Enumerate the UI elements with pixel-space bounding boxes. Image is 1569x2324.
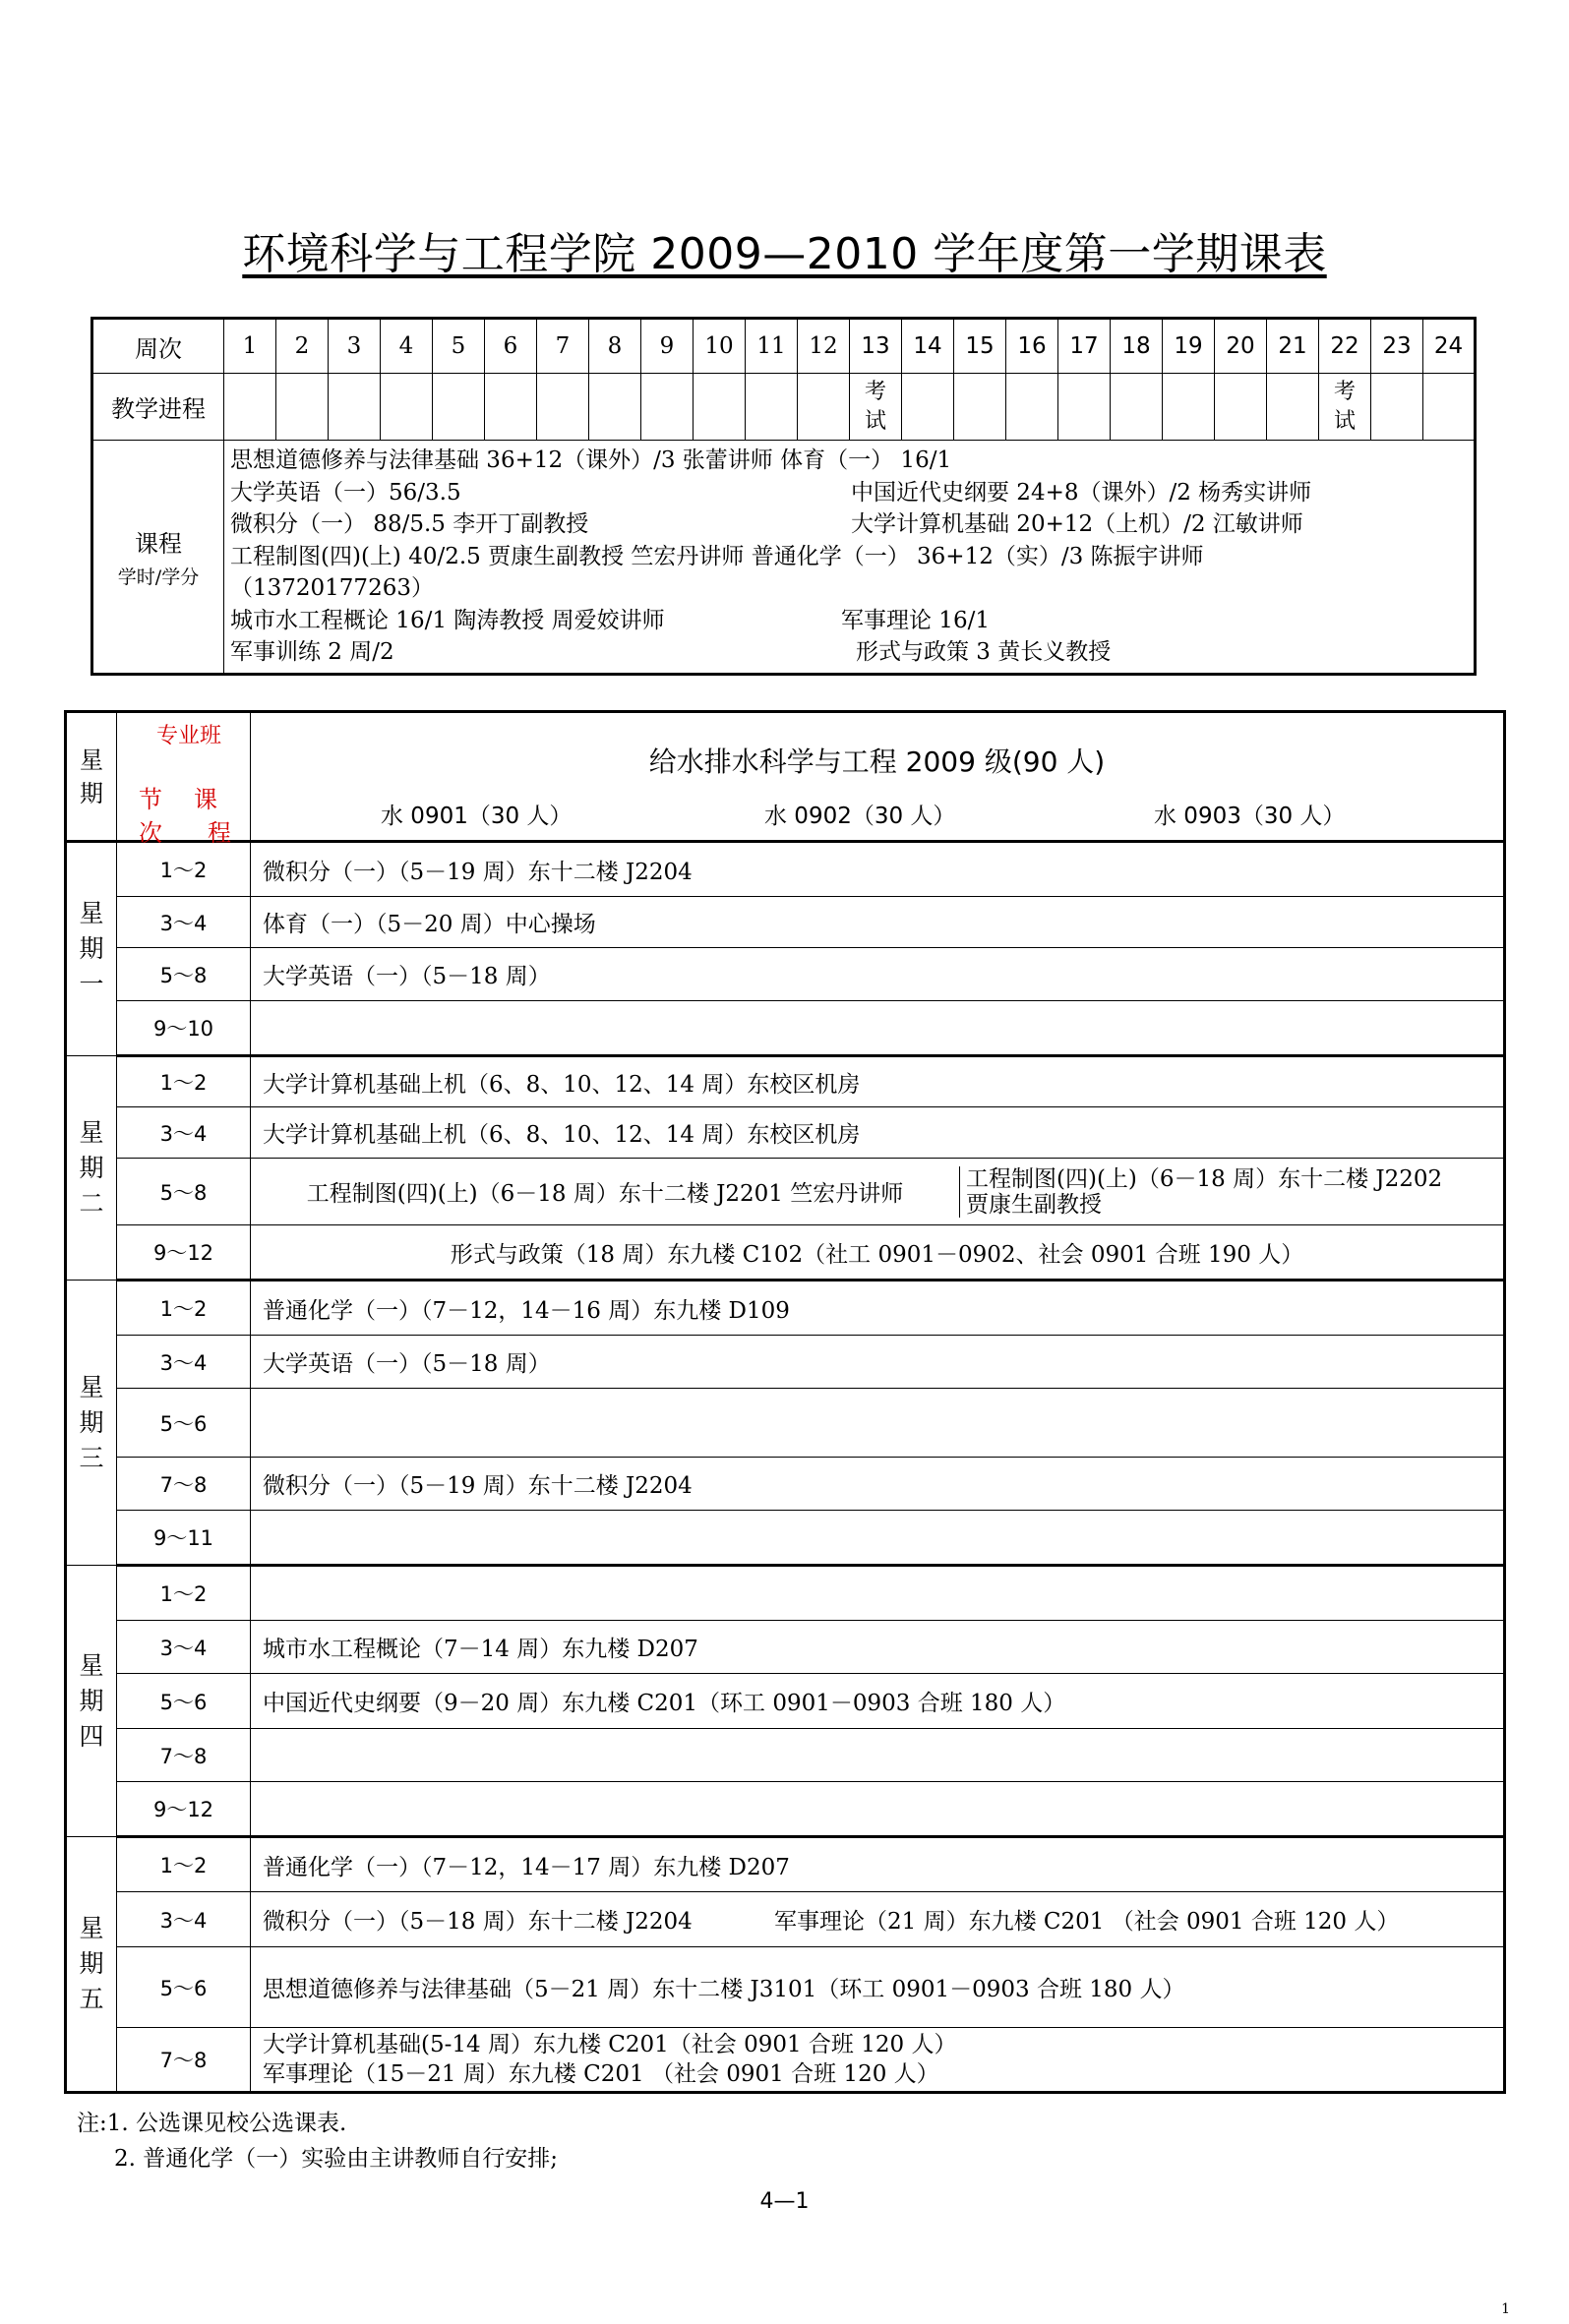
schedule-row	[66, 1674, 1505, 1729]
week-cell: 9	[641, 319, 694, 374]
course-cell	[251, 1892, 1505, 1947]
progress-cell	[1423, 374, 1476, 441]
day-label	[66, 1281, 117, 1566]
week-cell: 4	[381, 319, 433, 374]
courses-row	[92, 441, 1476, 675]
course-cell	[251, 1782, 1505, 1837]
course-text: 思想道德修养与法律基础 36+12（课外）/3 张蕾讲师 体育（一） 16/1	[230, 447, 952, 473]
period-cell: 9～10	[117, 1001, 251, 1056]
period-cell: 1～2	[117, 1281, 251, 1336]
week-cell: 13	[850, 319, 902, 374]
schedule-row	[66, 1782, 1505, 1837]
schedule-table	[64, 710, 1506, 2094]
course-text: 工程制图(四)(上)（6－18 周）东十二楼 J2202	[966, 1165, 1443, 1192]
corner-jie: 节	[139, 786, 162, 813]
course-cell	[251, 1458, 1505, 1511]
day-label	[66, 1056, 117, 1281]
week-cell: 1	[224, 319, 276, 374]
corner-ke: 课	[194, 786, 217, 813]
period-cell: 5～6	[117, 1674, 251, 1729]
course-text: 大学计算机基础上机（6、8、10、12、14 周）东校区机房	[263, 1071, 861, 1098]
progress-cell	[1215, 374, 1267, 441]
week-cell: 3	[329, 319, 381, 374]
course-cell	[251, 948, 1505, 1001]
course-cell	[251, 1566, 1505, 1621]
day-name: 星期二	[79, 1117, 104, 1218]
corner-cheng: 程	[208, 819, 231, 847]
course-text: 军事理论（21 周）东九楼 C201 （社会 0901 合班 120 人）	[774, 1909, 1400, 1935]
course-text: 城市水工程概论 16/1 陶涛教授 周爱姣讲师	[230, 607, 665, 633]
course-cell	[251, 1674, 1505, 1729]
schedule-row	[66, 1225, 1505, 1281]
progress-cell	[1371, 374, 1423, 441]
period-cell: 7～8	[117, 1458, 251, 1511]
schedule-row	[66, 1947, 1505, 2028]
progress-cell	[1267, 374, 1319, 441]
class-0901: 水 0901（30 人）	[381, 804, 573, 829]
course-text: 体育（一）（5－20 周）中心操场	[263, 912, 596, 937]
course-text: 普通化学（一）（7－12，14－17 周）东九楼 D207	[263, 1854, 790, 1880]
progress-cell	[902, 374, 954, 441]
course-text: 微积分（一）（5－18 周）东十二楼 J2204	[263, 1909, 693, 1935]
day-name: 星期一	[79, 899, 104, 998]
course-text: 普通化学（一）（7－12，14－16 周）东九楼 D109	[263, 1297, 790, 1324]
course-text: 大学计算机基础(5-14 周）东九楼 C201（社会 0901 合班 120 人）	[263, 2032, 957, 2057]
week-cell: 8	[589, 319, 641, 374]
progress-cell	[1163, 374, 1215, 441]
course-text: 中国近代史纲要 24+8（课外）/2 杨秀实讲师	[851, 479, 1312, 506]
major-header	[251, 712, 1505, 842]
period-cell: 1～2	[117, 842, 251, 897]
course-cell	[251, 842, 1505, 897]
period-cell: 5～8	[117, 1159, 251, 1225]
week-cell: 22	[1319, 319, 1371, 374]
course-cell	[251, 1511, 1505, 1566]
period-cell: 7～8	[117, 2028, 251, 2093]
class-0902: 水 0902（30 人）	[764, 804, 956, 829]
week-cell: 7	[537, 319, 589, 374]
course-cell	[251, 1837, 1505, 1892]
course-text: 微积分（一）（5－19 周）东十二楼 J2204	[263, 859, 693, 885]
week-cell: 19	[1163, 319, 1215, 374]
course-text: 大学英语（一）56/3.5	[230, 479, 461, 506]
period-cell: 5～8	[117, 948, 251, 1001]
course-text: 思想道德修养与法律基础（5－21 周）东十二楼 J3101（环工 0901－0903 合班 180 人）	[263, 1977, 1185, 2002]
exam-cell	[850, 374, 902, 441]
course-line	[230, 445, 1468, 477]
week-cell: 2	[276, 319, 329, 374]
progress-row	[92, 374, 1476, 441]
course-text: 大学计算机基础 20+12（上机）/2 江敏讲师	[851, 511, 1303, 537]
course-cell	[251, 1281, 1505, 1336]
week-cell: 6	[485, 319, 537, 374]
course-cell	[251, 1107, 1505, 1159]
note-1: 注:1. 公选课见校公选课表.	[77, 2111, 347, 2136]
course-text: 工程制图(四)(上) 40/2.5 贾康生副教授 竺宏丹讲师 普通化学（一） 36+12（实）/3 陈振宇讲师	[230, 543, 1204, 569]
schedule-row	[66, 897, 1505, 948]
course-cell	[251, 1729, 1505, 1782]
period-cell: 1～2	[117, 1837, 251, 1892]
period-cell: 9～12	[117, 1225, 251, 1281]
course-cell	[251, 1225, 1505, 1281]
progress-cell	[954, 374, 1006, 441]
day-name: 星期四	[79, 1650, 104, 1751]
schedule-row	[66, 1729, 1505, 1782]
schedule-row	[66, 1892, 1505, 1947]
course-text: 工程制图(四)(上)（6－18 周）东十二楼 J2201 竺宏丹讲师	[306, 1181, 904, 1207]
note-2: 2. 普通化学（一）实验由主讲教师自行安排;	[114, 2146, 559, 2172]
exam-mark: 考试	[1334, 379, 1357, 434]
progress-cell	[1111, 374, 1163, 441]
period-cell: 5～6	[117, 1389, 251, 1458]
schedule-row	[66, 1566, 1505, 1621]
course-line	[230, 508, 1468, 541]
schedule-row	[66, 1056, 1505, 1107]
course-text: 形式与政策 3 黄长义教授	[856, 639, 1112, 665]
week-cell: 12	[798, 319, 850, 374]
schedule-row	[66, 1159, 1505, 1225]
schedule-header-row	[66, 712, 1505, 842]
day-label	[66, 842, 117, 1056]
progress-cell	[433, 374, 485, 441]
day-label	[66, 1566, 117, 1837]
progress-cell	[1058, 374, 1111, 441]
period-cell: 3～4	[117, 1892, 251, 1947]
corner-page-number: 1	[1501, 2301, 1510, 2317]
day-label	[66, 1837, 117, 2093]
course-text: （13720177263）	[230, 575, 434, 601]
course-text-right	[959, 1166, 1503, 1218]
week-cell: 11	[746, 319, 798, 374]
course-text-left	[251, 1166, 959, 1218]
course-cell	[251, 1389, 1505, 1458]
schedule-row	[66, 1281, 1505, 1336]
progress-cell	[537, 374, 589, 441]
course-text: 大学计算机基础上机（6、8、10、12、14 周）东校区机房	[263, 1122, 861, 1148]
week-cell: 23	[1371, 319, 1423, 374]
progress-cell	[381, 374, 433, 441]
schedule-row	[66, 948, 1505, 1001]
exam-mark: 考试	[865, 379, 887, 434]
course-cell	[251, 1336, 1505, 1389]
courses-sublabel: 学时/学分	[117, 566, 200, 588]
course-text: 军事理论 16/1	[841, 607, 990, 633]
major-class-label: 专业班	[156, 724, 222, 748]
progress-cell	[746, 374, 798, 441]
period-cell: 1～2	[117, 1566, 251, 1621]
course-text: 微积分（一） 88/5.5 李开丁副教授	[230, 511, 589, 537]
period-cell: 3～4	[117, 897, 251, 948]
schedule-row	[66, 1389, 1505, 1458]
course-cell	[251, 1056, 1505, 1107]
courses-label-cell	[92, 441, 224, 675]
page-title: 环境科学与工程学院 2009—2010 学年度第一学期课表	[242, 229, 1327, 279]
progress-cell	[641, 374, 694, 441]
corner-ci: 次	[139, 819, 162, 847]
week-cell: 16	[1006, 319, 1058, 374]
course-line	[230, 541, 1468, 573]
schedule-row	[66, 1837, 1505, 1892]
schedule-row	[66, 1107, 1505, 1159]
week-cell: 10	[694, 319, 746, 374]
progress-label: 教学进程	[92, 374, 224, 441]
course-text: 大学英语（一）（5－18 周）	[263, 1351, 551, 1377]
course-list	[224, 441, 1476, 675]
schedule-row	[66, 1001, 1505, 1056]
period-cell: 9～12	[117, 1782, 251, 1837]
schedule-row	[66, 1458, 1505, 1511]
schedule-row	[66, 1336, 1505, 1389]
progress-cell	[589, 374, 641, 441]
course-line	[230, 605, 1468, 637]
week-cell: 18	[1111, 319, 1163, 374]
xingqi-header: 星 期	[66, 712, 117, 842]
course-line	[230, 636, 1468, 669]
period-cell: 3～4	[117, 1336, 251, 1389]
progress-cell	[1006, 374, 1058, 441]
course-cell	[251, 2028, 1505, 2093]
period-cell: 7～8	[117, 1729, 251, 1782]
week-cell: 17	[1058, 319, 1111, 374]
page-number: 4—1	[759, 2189, 810, 2214]
week-cell: 20	[1215, 319, 1267, 374]
week-cell: 14	[902, 319, 954, 374]
period-cell: 1～2	[117, 1056, 251, 1107]
day-name: 星期五	[79, 1914, 104, 2013]
schedule-row	[66, 842, 1505, 897]
schedule-row	[66, 1621, 1505, 1674]
course-text: 军事训练 2 周/2	[230, 639, 394, 665]
schedule-row	[66, 2028, 1505, 2093]
day-name: 星期三	[79, 1372, 104, 1472]
week-cell: 21	[1267, 319, 1319, 374]
course-text: 形式与政策（18 周）东九楼 C102（社工 0901－0902、社会 0901 合班 190 人）	[450, 1241, 1304, 1268]
progress-cell	[224, 374, 276, 441]
overview-table	[91, 317, 1477, 676]
exam-cell	[1319, 374, 1371, 441]
course-text: 城市水工程概论（7－14 周）东九楼 D207	[263, 1637, 698, 1662]
course-cell	[251, 1001, 1505, 1056]
course-text: 中国近代史纲要（9－20 周）东九楼 C201（环工 0901－0903 合班 180 人）	[263, 1691, 1066, 1716]
week-cell: 24	[1423, 319, 1476, 374]
course-text: 微积分（一）（5－19 周）东十二楼 J2204	[263, 1473, 693, 1499]
course-line	[230, 477, 1468, 509]
week-cell: 15	[954, 319, 1006, 374]
course-cell	[251, 897, 1505, 948]
week-label: 周次	[92, 319, 224, 374]
course-text: 大学英语（一）（5－18 周）	[263, 964, 551, 989]
course-cell	[251, 1621, 1505, 1674]
progress-cell	[694, 374, 746, 441]
progress-cell	[485, 374, 537, 441]
corner-header	[117, 712, 251, 847]
week-row	[92, 319, 1476, 374]
week-cell: 5	[433, 319, 485, 374]
progress-cell	[798, 374, 850, 441]
course-cell	[251, 1159, 1505, 1225]
major-title: 给水排水科学与工程 2009 级(90 人)	[648, 745, 1106, 778]
schedule-row	[66, 1511, 1505, 1566]
class-0903: 水 0903（30 人）	[1154, 804, 1346, 829]
period-cell: 3～4	[117, 1621, 251, 1674]
period-cell: 9～11	[117, 1511, 251, 1566]
progress-cell	[329, 374, 381, 441]
course-text: 军事理论（15－21 周）东九楼 C201 （社会 0901 合班 120 人）	[263, 2061, 939, 2087]
period-cell: 5～6	[117, 1947, 251, 2028]
progress-cell	[276, 374, 329, 441]
course-line	[230, 572, 1468, 605]
courses-label: 课程	[135, 529, 182, 558]
course-text: 贾康生副教授	[966, 1191, 1102, 1218]
course-cell	[251, 1947, 1505, 2028]
period-cell: 3～4	[117, 1107, 251, 1159]
